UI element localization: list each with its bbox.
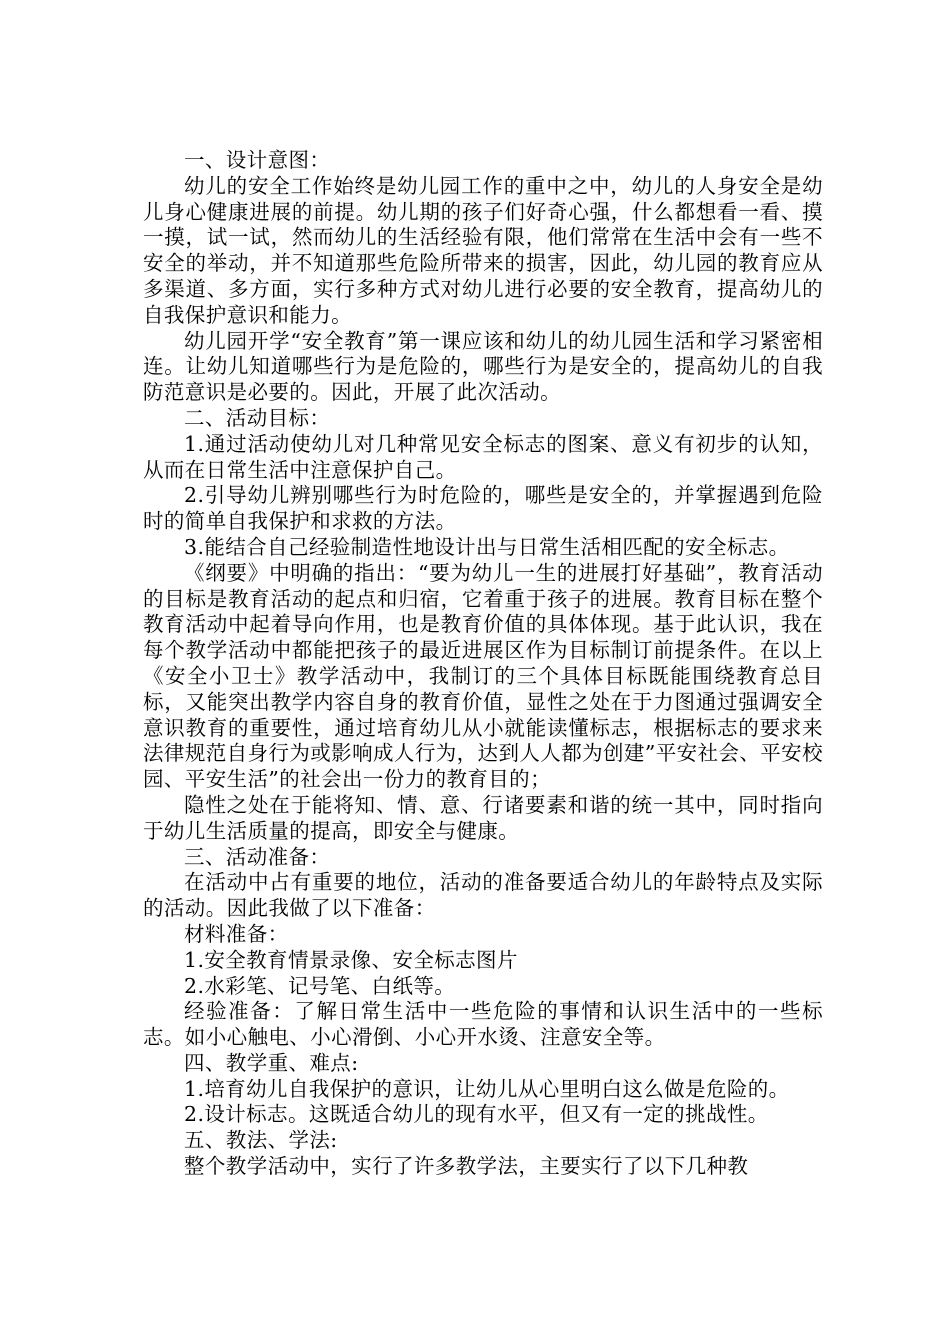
document-body	[143, 148, 823, 1180]
section-heading-activity-goals: 二、活动目标：	[184, 405, 331, 430]
paragraph: 在活动中占有重要的地位，活动的准备要适合幼儿的年龄特点及实际的活动。因此我做了以下准备：	[143, 870, 823, 921]
key-point-item: 1.培育幼儿自我保护的意识，让幼儿从心里明白这么做是危险的。	[184, 1076, 790, 1101]
paragraph: 隐性之处在于能将知、情、意、行诸要素和谐的统一其中，同时指向于幼儿生活质量的提高，即安全与健康。	[143, 792, 823, 843]
section-heading-key-points: 四、教学重、难点:	[184, 1050, 359, 1075]
paragraph: 整个教学活动中，实行了许多教学法，主要实行了以下几种教	[184, 1154, 749, 1179]
subheading-materials: 材料准备：	[184, 921, 289, 946]
paragraph: 《纲要》中明确的指出：“要为幼儿一生的进展打好基础”，教育活动的目标是教育活动的起点和归宿，它着重于孩子的进展。教育目标在整个教育活动中起着导向作用，也是教育价值的具体体现。基于此认识，我在每个教学活动中都能把孩子的最近进展区作为目标制订前提条件。在以上《安全小卫士》教学活动中，我制订的三个具体目标既能围绕教育总目标，又能突出教学内容自身的教育价值，显性之处在于力图通过强调安全意识教育的重要性，通过培育幼儿从小就能读懂标志，根据标志的要求来法律规范自身行为或影响成人行为，达到人人都为创建”平安社会、平安校园、平安生活”的社会出一份力的教育目的；	[143, 560, 823, 792]
goal-item: 3.能结合自己经验制造性地设计出与日常生活相匹配的安全标志。	[184, 534, 790, 559]
paragraph: 经验准备：了解日常生活中一些危险的事情和认识生活中的一些标志。如小心触电、小心滑倒、小心开水烫、注意安全等。	[143, 999, 823, 1050]
goal-item: 1.通过活动使幼儿对几种常见安全标志的图案、意义有初步的认知，从而在日常生活中注意保护自己。	[143, 431, 823, 482]
section-heading-design-intent: 一、设计意图：	[184, 148, 331, 172]
section-heading-activity-prep: 三、活动准备：	[184, 844, 331, 869]
paragraph: 幼儿的安全工作始终是幼儿园工作的重中之中，幼儿的人身安全是幼儿身心健康进展的前提。幼儿期的孩子们好奇心强，什么都想看一看、摸一摸，试一试，然而幼儿的生活经验有限，他们常常在生活中会有一些不安全的举动，并不知道那些危险所带来的损害，因此，幼儿园的教育应从多渠道、多方面，实行多种方式对幼儿进行必要的安全教育，提高幼儿的自我保护意识和能力。	[143, 173, 823, 327]
key-point-item: 2.设计标志。这既适合幼儿的现有水平，但又有一定的挑战性。	[184, 1102, 769, 1127]
paragraph: 幼儿园开学“安全教育”第一课应该和幼儿的幼儿园生活和学习紧密相连。让幼儿知道哪些行为是危险的，哪些行为是安全的，提高幼儿的自我防范意识是必要的。因此，开展了此次活动。	[143, 328, 823, 405]
material-item: 2.水彩笔、记号笔、白纸等。	[184, 973, 456, 998]
material-item: 1.安全教育情景录像、安全标志图片	[184, 947, 518, 972]
section-heading-methods: 五、教法、学法:	[184, 1128, 338, 1153]
goal-item: 2.引导幼儿辨别哪些行为时危险的，哪些是安全的，并掌握遇到危险时的简单自我保护和求救的方法。	[143, 483, 823, 534]
